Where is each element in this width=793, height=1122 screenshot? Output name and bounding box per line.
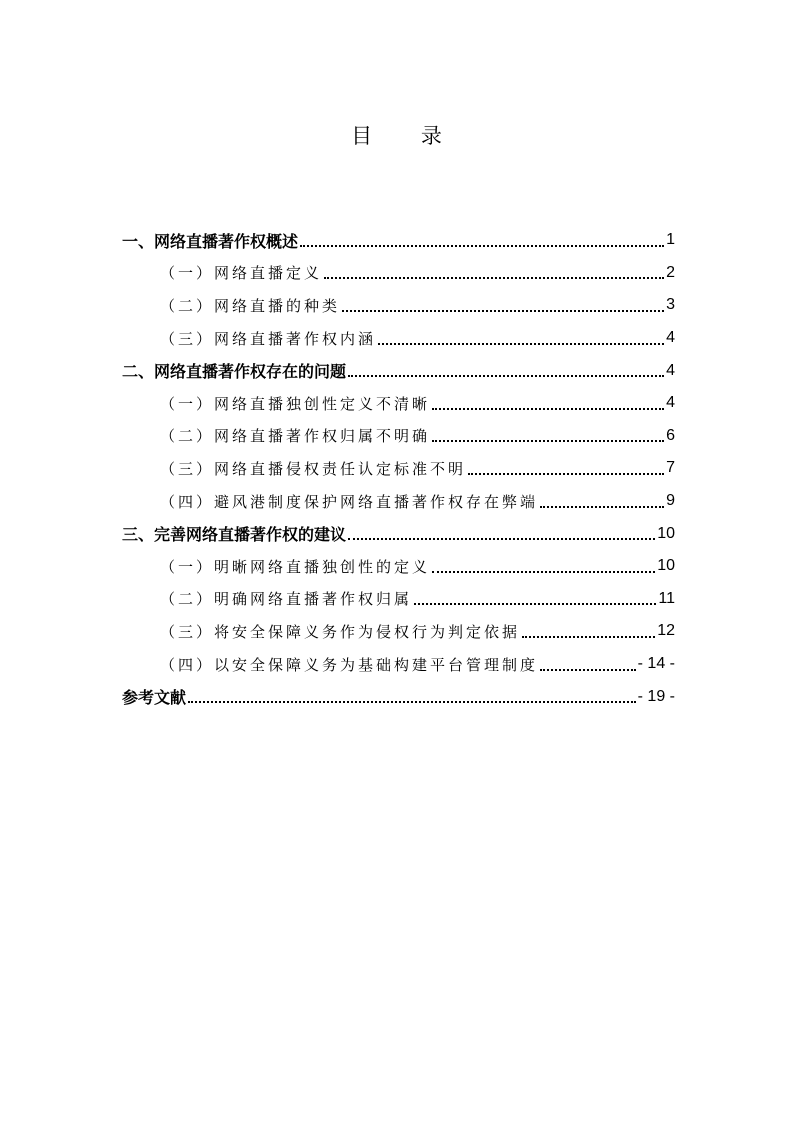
toc-entry-page-number: 4: [666, 394, 675, 412]
page-title: 目 录: [351, 124, 463, 148]
toc-entry-label: （四）以安全保障义务为基础构建平台管理制度: [160, 655, 539, 674]
toc-entry-page-number: 4: [666, 361, 675, 379]
toc-entry-label: （一）网络直播定义: [160, 264, 323, 283]
toc-entry-label: 一、网络直播著作权概述: [122, 231, 299, 251]
toc-entry-page-number: 6: [666, 426, 675, 444]
toc-entry-label: （三）网络直播著作权内涵: [160, 329, 377, 348]
toc-entry[interactable]: [122, 648, 675, 681]
toc-entry-page-number: 10: [657, 557, 675, 575]
toc-entry[interactable]: [122, 289, 675, 322]
toc-dot-leader: [468, 472, 664, 475]
toc-entry-label: （二）明确网络直播著作权归属: [160, 590, 413, 609]
toc-entry[interactable]: [122, 680, 675, 713]
toc-entry-label: （四）避风港制度保护网络直播著作权存在弊端: [160, 492, 539, 511]
toc-entry-label: （二）网络直播著作权归属不明确: [160, 427, 431, 446]
toc-entry-page-number: 12: [657, 622, 675, 640]
toc-entry-label: 二、网络直播著作权存在的问题: [122, 362, 347, 382]
toc-entry-page-number: 10: [657, 524, 675, 542]
toc-dot-leader: [540, 668, 636, 671]
toc-entry-page-number: 3: [666, 296, 675, 314]
toc-entry-page-number: 2: [666, 263, 675, 281]
toc-entry[interactable]: [122, 452, 675, 485]
toc-dot-leader: [188, 700, 636, 703]
toc-entry-page-number: 1: [666, 231, 675, 249]
toc-entry[interactable]: [122, 224, 675, 257]
toc-entry[interactable]: [122, 485, 675, 518]
toc-entry-label: （一）网络直播独创性定义不清晰: [160, 394, 431, 413]
toc-entry-page-number: 9: [666, 492, 675, 510]
toc-entry[interactable]: [122, 550, 675, 583]
toc-entry-page-number: - 19 -: [637, 687, 675, 705]
toc-entry-label: 三、完善网络直播著作权的建议: [122, 525, 347, 545]
toc-entry[interactable]: [122, 583, 675, 616]
toc-dot-leader: [432, 570, 655, 573]
toc-dot-leader: [324, 276, 664, 279]
toc-entry-label: （一）明晰网络直播独创性的定义: [160, 557, 431, 576]
toc-entry-page-number: 4: [666, 329, 675, 347]
table-of-contents: [122, 224, 675, 713]
toc-entry-label: （三）网络直播侵权责任认定标准不明: [160, 459, 467, 478]
toc-dot-leader: [348, 374, 664, 377]
toc-entry-page-number: - 14 -: [637, 655, 675, 673]
toc-entry[interactable]: [122, 420, 675, 453]
toc-dot-leader: [432, 439, 664, 442]
toc-entry-page-number: 7: [666, 459, 675, 477]
toc-dot-leader: [432, 407, 664, 410]
toc-dot-leader: [300, 244, 664, 247]
toc-entry-label: （二）网络直播的种类: [160, 296, 341, 315]
toc-dot-leader: [348, 537, 655, 540]
toc-entry[interactable]: [122, 517, 675, 550]
toc-entry[interactable]: [122, 354, 675, 387]
toc-entry[interactable]: [122, 387, 675, 420]
toc-entry-label: 参考文献: [122, 688, 187, 708]
toc-dot-leader: [342, 309, 664, 312]
toc-dot-leader: [414, 602, 656, 605]
toc-entry[interactable]: [122, 615, 675, 648]
toc-entry[interactable]: [122, 257, 675, 290]
toc-entry-page-number: 11: [658, 589, 675, 607]
toc-dot-leader: [540, 505, 664, 508]
toc-dot-leader: [522, 635, 655, 638]
toc-entry-label: （三）将安全保障义务作为侵权行为判定依据: [160, 622, 521, 641]
toc-dot-leader: [378, 342, 664, 345]
toc-entry[interactable]: [122, 322, 675, 355]
